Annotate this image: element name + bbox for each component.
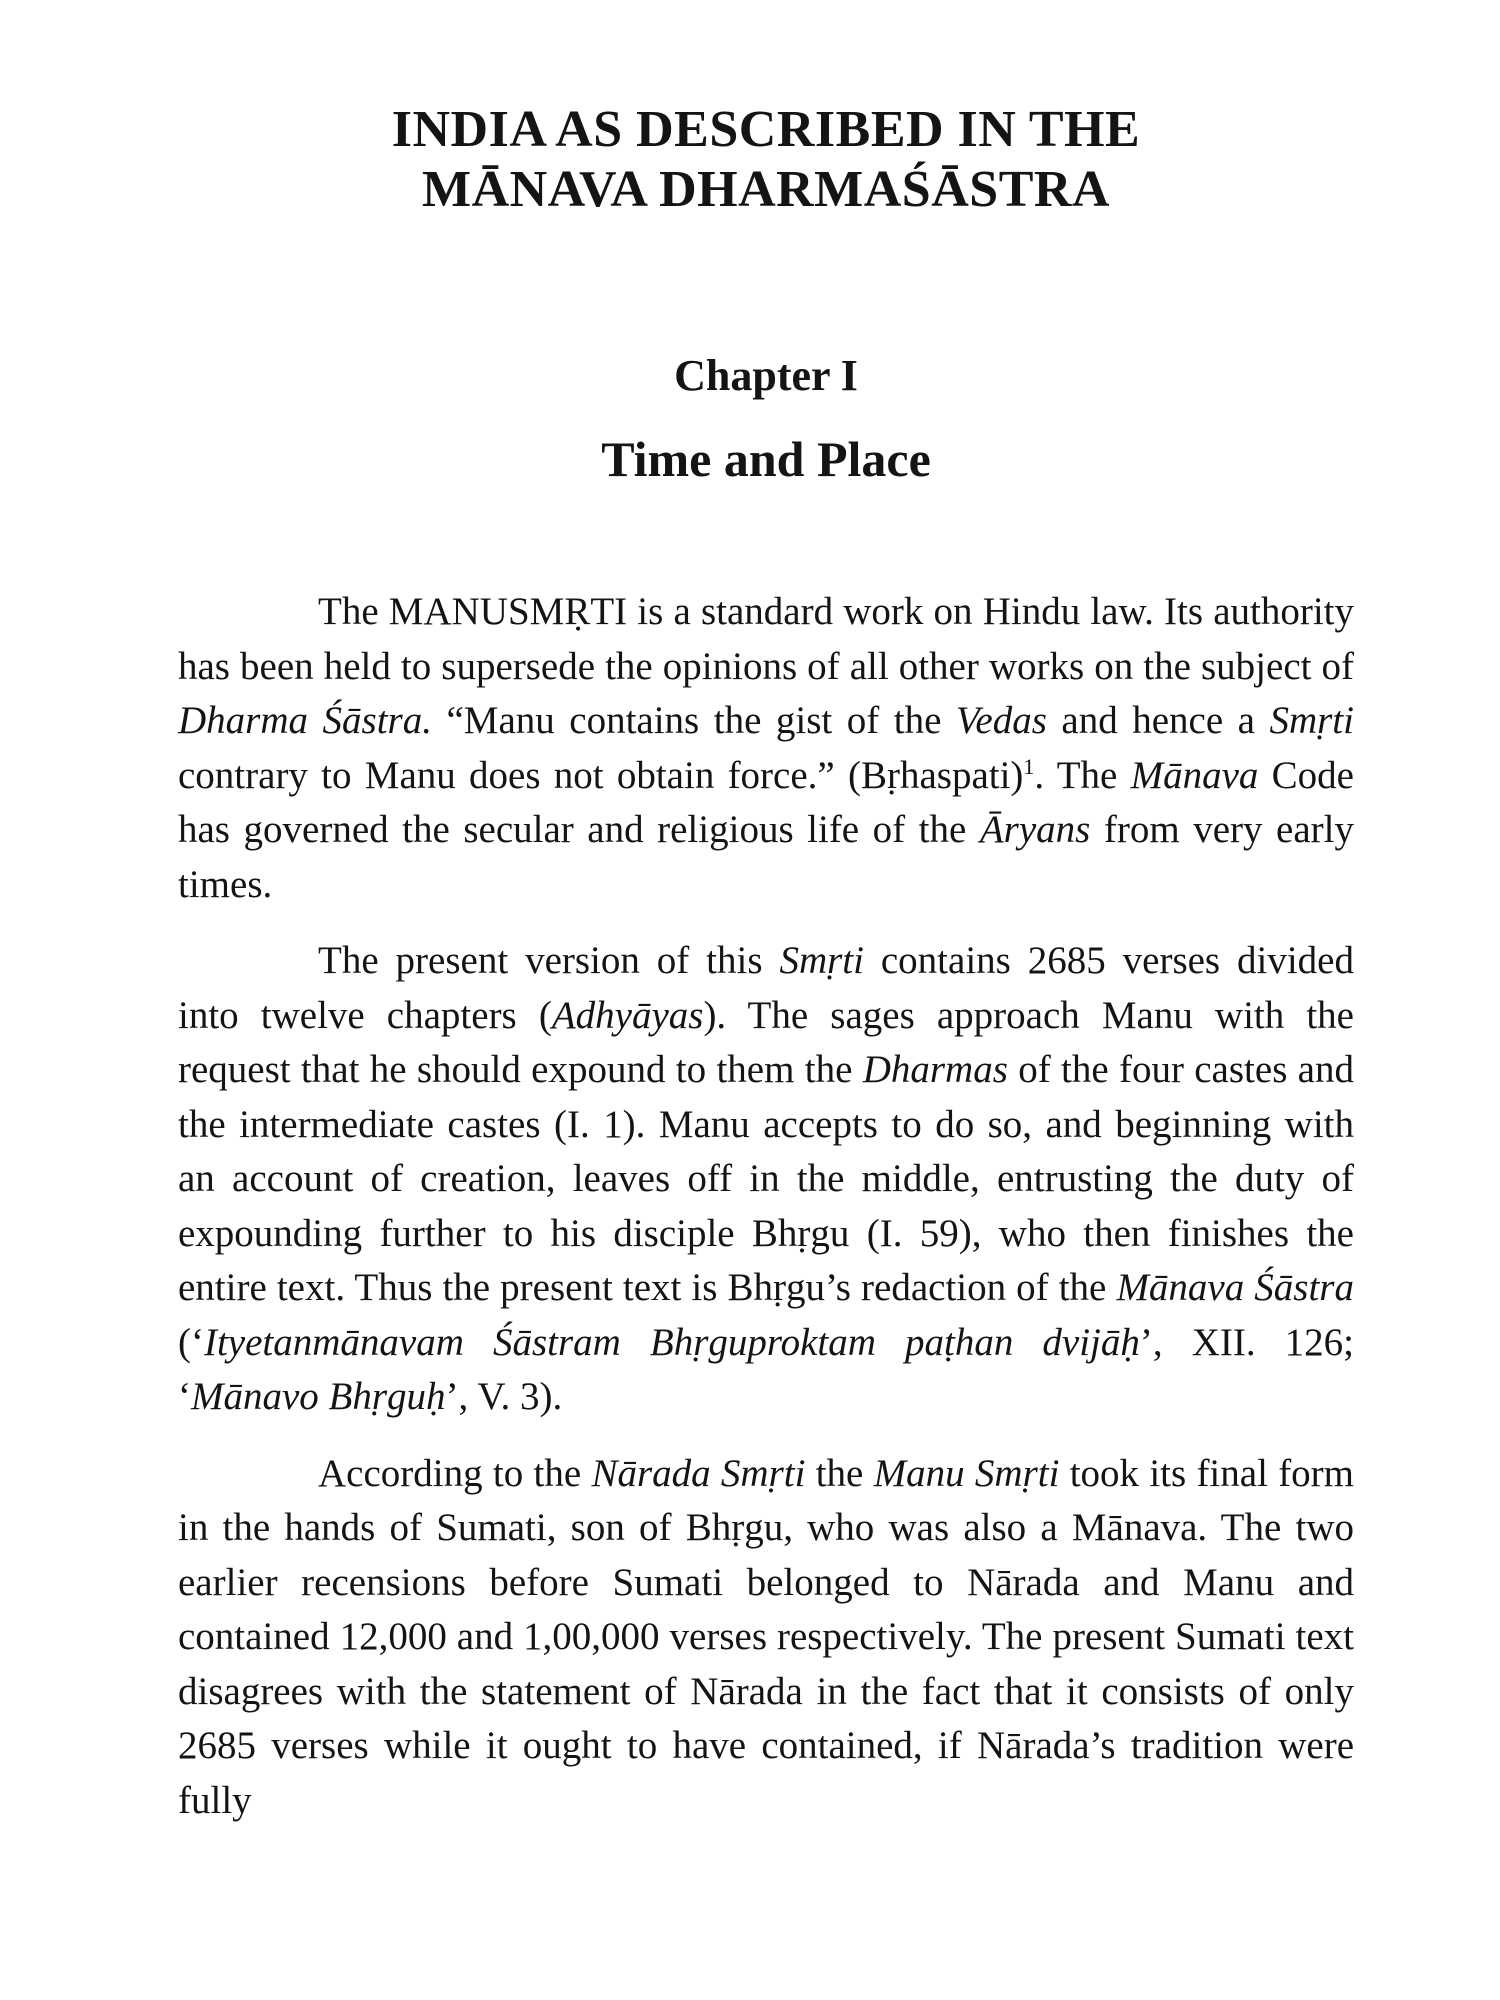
text-run: ’, V. 3). [445, 1375, 563, 1418]
text-run: According to the [318, 1451, 592, 1495]
text-run: of the four castes and the intermediate castes (I. 1). Manu accepts to do so, and beginning with an account of creation, leaves off in the middle, entrusting the duty of expounding further to his disciple Bhṛgu (I. 59), who then finishes the entire text. Thus the present text is Bhṛgu’s redaction of the [178, 1048, 1354, 1309]
paragraph-2 [178, 934, 1354, 1425]
paragraph-1 [178, 585, 1354, 912]
italic-term: Mānava [1130, 753, 1259, 797]
italic-term: Dharma Śāstra. [178, 699, 432, 742]
text-run: took its final form in the hands of Sumati, son of Bhṛgu, who was also a Mānava. The two earlier recensions before Sumati belonged to Nārada and Manu and contained 12,000 and 1,00,000 verses respectively. The present Sumati text disagrees with the statement of Nārada in the fact that it consists of only 2685 verses while it ought to have contained, if Nārada’s tradition were fully [178, 1451, 1355, 1822]
text-run: . The [1034, 753, 1131, 797]
italic-term: Ityetanmānavam Śāstram Bhṛguproktam paṭhan dvijāḥ [203, 1320, 1140, 1364]
book-title [178, 100, 1354, 220]
text-run: The MANUSMṚTI is a standard work on Hindu law. Its authority has been held to supersede the opinions of all other works on the subject of [178, 590, 1354, 688]
text-run: from very early times. [178, 808, 1354, 906]
book-page [178, 100, 1355, 1822]
italic-term: Dharmas [862, 1048, 1008, 1091]
italic-term: Adhyāyas [551, 993, 704, 1037]
text-run: the [805, 1451, 874, 1495]
text-run: “Manu contains the gist of the [431, 699, 956, 742]
paragraph-3 [178, 1447, 1354, 1829]
chapter-label: Chapter I [674, 351, 858, 400]
chapter-title: Time and Place [601, 431, 931, 487]
italic-term: Smṛti [1269, 699, 1354, 742]
text-run: ). The sages approach Manu with the request that he should expound to them the [178, 993, 1354, 1091]
book-title-line-1: INDIA AS DESCRIBED IN THE [391, 101, 1141, 158]
footnote-marker: 1 [1023, 753, 1035, 779]
text-run: (‘ [178, 1320, 204, 1364]
italic-term: Mānavo Bhṛguḥ [191, 1375, 446, 1418]
book-title-line-2: MĀNAVA DHARMAŚĀSTRA [422, 161, 1110, 218]
text-run: and hence a [1046, 699, 1270, 742]
text-run: ’, XII. 126; ‘ [178, 1320, 1354, 1418]
italic-term: Manu Smṛti [873, 1451, 1060, 1495]
body-text [178, 585, 1354, 1850]
italic-term: Vedas [955, 699, 1047, 742]
text-run: The present version of this [318, 939, 780, 982]
text-run: contains 2685 verses divided into twelve chapters ( [178, 939, 1354, 1037]
text-run: Code has governed the secular and religious life of the [178, 753, 1354, 851]
italic-term: Mānava Śāstra [1116, 1266, 1354, 1309]
italic-term: Smṛti [779, 939, 864, 982]
italic-term: Āryans [979, 808, 1091, 851]
text-run: contrary to Manu does not obtain force.” (Bṛhaspati) [178, 753, 1024, 797]
italic-term: Nārada Smṛti [591, 1451, 806, 1495]
